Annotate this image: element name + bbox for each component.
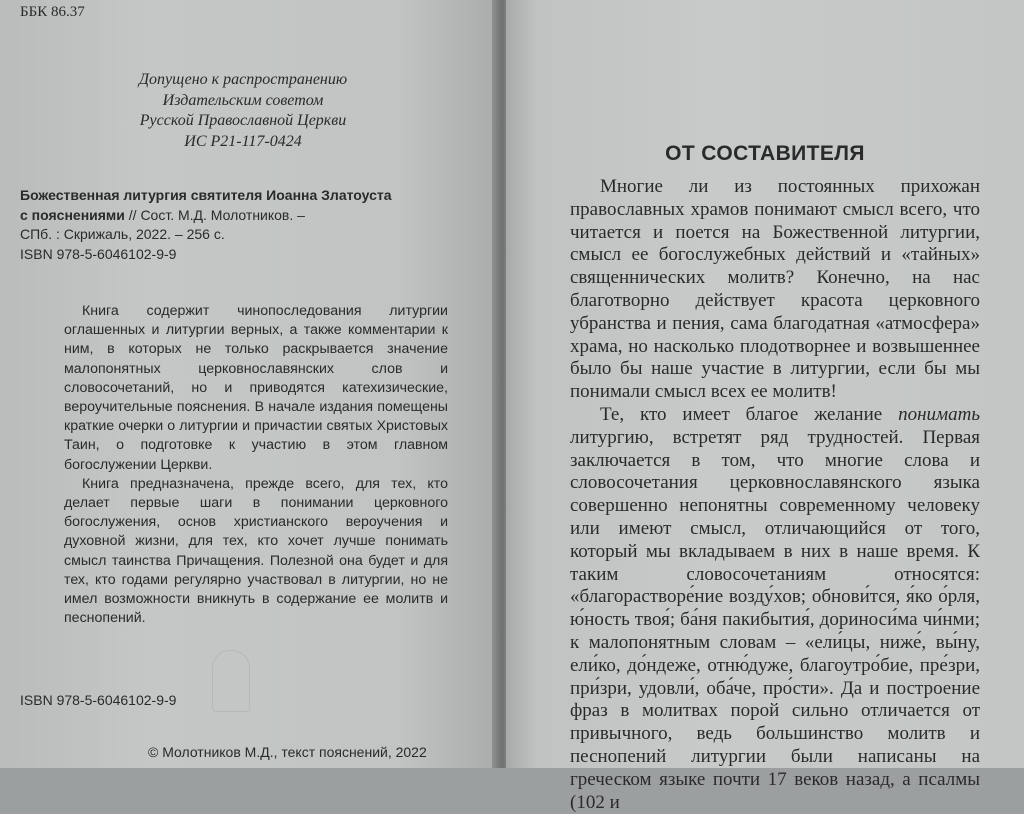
approval-line: Издательским советом: [162, 91, 324, 109]
catalog-title-end: с пояснениями: [20, 206, 125, 223]
bbk-code: ББК 86.37: [20, 4, 85, 20]
approval-line: ИС Р21-117-0424: [184, 132, 302, 150]
body-emphasis: понимать: [898, 403, 980, 425]
catalog-author: // Сост. М.Д. Молотников. –: [124, 206, 305, 223]
approval-block: [108, 70, 378, 152]
catalog-record: [20, 186, 490, 264]
catalog-title: Божественная литургия святителя Иоанна Златоуста: [20, 187, 392, 203]
left-page: [0, 0, 498, 768]
annotation: [64, 302, 448, 628]
annotation-paragraph: Книга содержит чинопоследования литургии оглашенных и литургии верных, а также комментарии к ним, в которых не только раскрывается значение малопонятных церковнославянских слов и словосочетаний, но и приводятся катехизические, вероучительные пояснения. В начале издания помещены краткие очерки о литургии и причастии святых Христовых Таин, о подготовке к участию в этом главном богослужении Церкви.: [64, 303, 448, 473]
chapter-title: ОТ СОСТАВИТЕЛЯ: [665, 142, 865, 165]
chapter-body: [570, 176, 980, 814]
approval-line: Русской Православной Церкви: [139, 112, 347, 129]
catalog-publisher: СПб. : Скрижаль, 2022. – 256 с.: [20, 226, 225, 242]
isbn-bottom: ISBN 978-5-6046102-9-9: [20, 692, 177, 708]
catalog-title-line2: [20, 206, 490, 226]
body-paragraph: [570, 404, 980, 814]
body-text-run: литургию, встретят ряд трудностей. Первая заключается в том, что многие слова и словосочетания церковнославянского языка совершенно непонятны современному человеку или имеют смысл, отличающийся от того, который мы вкладываем в них в наше время. К таким словосочетаниям относятся: «благорастворе́ние возду́хов; обнови́тся, я́ко о́рля, ю́ность твоя́; ба́ня пакибытия́, дориноси́ма чи́нми; к малопонятным словам – «ели́цы, ниже́, вы́ну, ели́ко, до́ндеже, отню́дуже, благоутро́бие, пре́зри, при́зри, удовли́, оба́че, про́сти». Да и построение фраз в молитвах порой сильно отличается от привычного, ведь большинство молитв и песнопений литургии были написаны на греческом языке почти 17 веков назад, а псалмы (102 и: [570, 426, 980, 813]
catalog-isbn: ISBN 978-5-6046102-9-9: [20, 245, 177, 262]
approval-line: Допущено к распространению: [138, 71, 348, 88]
bleed-through-ornament: [212, 650, 250, 712]
body-text-run: Те, кто имеет благое желание: [600, 403, 899, 425]
annotation-paragraph: Книга предназначена, прежде всего, для тех, кто делает первые шаги в понимании церковного богослужения, основ христианского вероучения и духовной жизни, для тех, кто хочет лучше понимать смысл таинства Причащения. Полезной она будет и для тех, кто годами регулярно участвовал в литургии, но не имел возможности вникнуть в содержание ее молитв и песнопений.: [64, 475, 448, 627]
body-paragraph: Многие ли из постоянных прихожан православных храмов понимают смысл всего, что читается и поется на Божественной литургии, смысл ее богослужебных действий и «тайных» священнических молитв? Конечно, на нас благотворно действует красота церковного убранства и пения, сама благодатная «атмосфера» храма, но насколько плодотворнее и возвышеннее было бы наше участие в литургии, если бы мы понимали смысл всех ее молитв!: [570, 176, 980, 403]
copyright-line: © Молотников М.Д., текст пояснений, 2022: [148, 744, 427, 760]
